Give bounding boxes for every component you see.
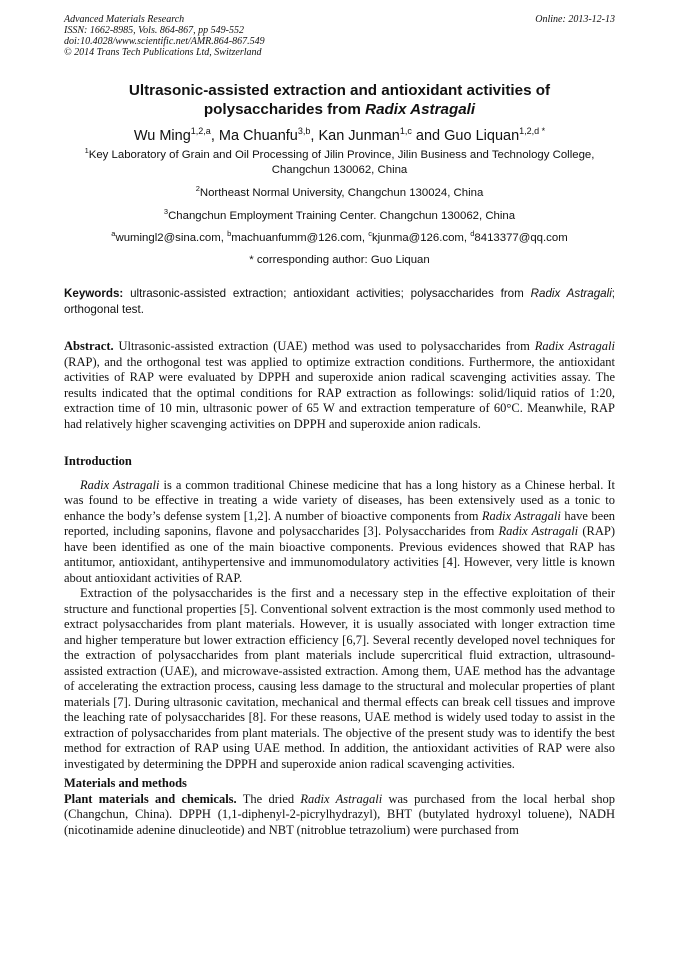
email-marker: c [368,229,372,239]
author-affiliation-sup: 1,c [399,126,412,137]
affiliation-text: Key Laboratory of Grain and Oil Processing of Jilin Province, Jilin Business and Technology College, [88,149,595,161]
author-affiliation-sup: 1,2,a [190,126,211,137]
author-list: Wu Ming$^{1,2,a}$, Ma Chuanfu$^{3,b}$, Kan Junman$^{1,c}$ and Guo Liquan$^{1,2,d *}$ [133,126,546,144]
author-name: Guo Liquan [444,128,520,144]
copyright-line: © 2014 Trans Tech Publications Ltd, Switzerland [64,47,262,58]
email-marker: b [227,229,232,239]
affiliation-number: 3 [163,207,169,217]
paragraph-text: (RAP) have been identified as one of the main bioactive components. Previous evidences showed that RAP has antitumor, antioxidant, antihypertensive and immunomodulatory activities [4]. However, very little is known about antioxidant activities of RAP. [64,524,616,585]
email-marker: a [111,229,116,239]
issn-line: ISSN: 1662-8985, Vols. 864-867, pp 549-552 [64,25,244,36]
journal-info [64,14,615,58]
email-link[interactable]: 8413377@qq.com [474,232,568,244]
keywords-species: Radix Astragali [530,287,612,300]
keywords [64,286,615,317]
online-date: Online: 2013-12-13 [535,14,615,25]
introduction-paragraph-2: Extraction of the polysaccharides is the first and a necessary step in the effective exploitation of their structure and functional properties [5]. Conventional solvent extraction is the most commonly used method to extract polysaccharides from plant materials. However, it is usually associated with longer extraction time and higher temperature but lower extraction efficiency [6,7]. Several recently developed novel techniques for the extraction of polysaccharides from plant materials include supercritical fluid extraction, ultrasound-assisted extraction (UAE), and microwave-assisted extraction. Among them, UAE method has the advantage of accelerating the extraction process, causing less damage to the structural and molecular properties of plant materials [7]. During ultrasonic cavitation, mechanical and thermal effects can break cell tissues and improve the leaching rate of polysaccharides [8]. For these reasons, UAE method is widely used today to assist in the extraction of polysaccharides from plant materials. The objective of the present study was to identify the best method for extraction of RAP using UAE method. In addition, the antioxidant activities of RAP were also investigated by determining the DPPH and superoxide anion radical scavenging activities. [64,586,615,771]
abstract [64,339,615,432]
abstract-label: Abstract. [64,339,114,353]
email-link[interactable]: wumingl2@sina.com, [115,232,224,244]
journal-header [64,14,615,60]
methods-subheading: Plant materials and chemicals. [64,791,237,806]
introduction-body [64,478,615,773]
author-affiliation-sup: 3,b [297,126,311,137]
email-marker: d [470,229,475,239]
species-name: Radix Astragali [80,477,160,492]
abstract-text: Ultrasonic-assisted extraction (UAE) method was used to polysaccharides from [113,339,535,353]
email-link[interactable]: machuanfumm@126.com, [231,232,366,244]
affiliation-number: 2 [195,184,200,194]
paragraph-text: was purchased from the local herbal shop (Changchun, China). DPPH (1,1-diphenyl-2-picrylhydrazyl), BHT (butylated hydroxyl toluene), NADH (nicotinamide adenine dinucleotide) and NBT (nitroblue tetrazolium) were purchased from [64,791,615,837]
keywords-text: ultrasonic-assisted extraction; antioxidant activities; polysaccharides from [123,287,531,300]
affiliation-3 [64,209,615,224]
author-name: Kan Junman [318,128,400,144]
title-line-2-text: polysaccharides from [203,100,366,118]
paragraph-text: have been reported, including saponins, flavone and polysaccharides [3]. Polysaccharides from [64,508,615,538]
author-conjunction: and [415,128,441,144]
keywords-text-end: ; orthogonal test. [64,287,615,316]
author-name: Wu Ming [133,128,191,144]
author-emails [64,231,615,246]
paper-page [64,14,615,838]
paragraph-text: is a common traditional Chinese medicine that has a long history as a Chinese herbal. It was found to be effective in treating a wide variety of diseases, has been extensively used as a tonic to enhance the body’s defense system [1,2]. A number of bioactive components from [64,477,615,523]
methods-heading: Materials and methods [64,776,187,790]
paragraph-text: The dried [236,791,301,806]
title-species: Radix Astragali [365,100,476,118]
email-link[interactable]: kjunma@126.com, [371,232,468,244]
introduction-paragraph-1 [64,478,615,587]
affiliation-text: Northeast Normal University, Changchun 130024, China [199,187,484,199]
affiliation-1 [64,148,615,178]
title-line-2 [64,101,615,120]
paper-title [64,82,615,119]
affiliation-text: Changchun 130062, China [271,164,408,176]
affiliation-number: 1 [84,146,89,156]
affiliation-2 [64,186,615,201]
abstract-species: Radix Astragali [534,339,615,353]
species-name: Radix Astragali [498,524,579,538]
methods-paragraph [64,792,615,839]
journal-name: Advanced Materials Research [64,14,185,25]
species-name: Radix Astragali [481,508,561,523]
species-name: Radix Astragali [300,791,383,806]
author-name: Ma Chuanfu [218,128,298,144]
abstract-text: (RAP), and the orthogonal test was applied to optimize extraction conditions. Furthermore, the antioxidant activities of RAP were evaluated by DPPH and superoxide anion radical scavenging activities assay. The results indicated that the optimal conditions for RAP extraction as followings: solid/liquid ratios of 1:20, extraction time of 10 min, ultrasonic power of 65 W and extraction temperature of 60°C. Meanwhile, RAP had relatively higher scavenging activities on DPPH and superoxide anion radicals. [64,354,615,431]
introduction-heading: Introduction [64,454,132,468]
doi-line: doi:10.4028/www.scientific.net/AMR.864-867.549 [64,36,265,47]
author-affiliation-sup: 1,2,d * [519,126,546,137]
affiliation-text: Changchun Employment Training Center. Changchun 130062, China [168,210,516,222]
title-line-1: Ultrasonic-assisted extraction and antioxidant activities of [128,82,551,99]
keywords-label: Keywords: [64,287,124,300]
corresponding-author: * corresponding author: Guo Liquan [249,254,430,266]
